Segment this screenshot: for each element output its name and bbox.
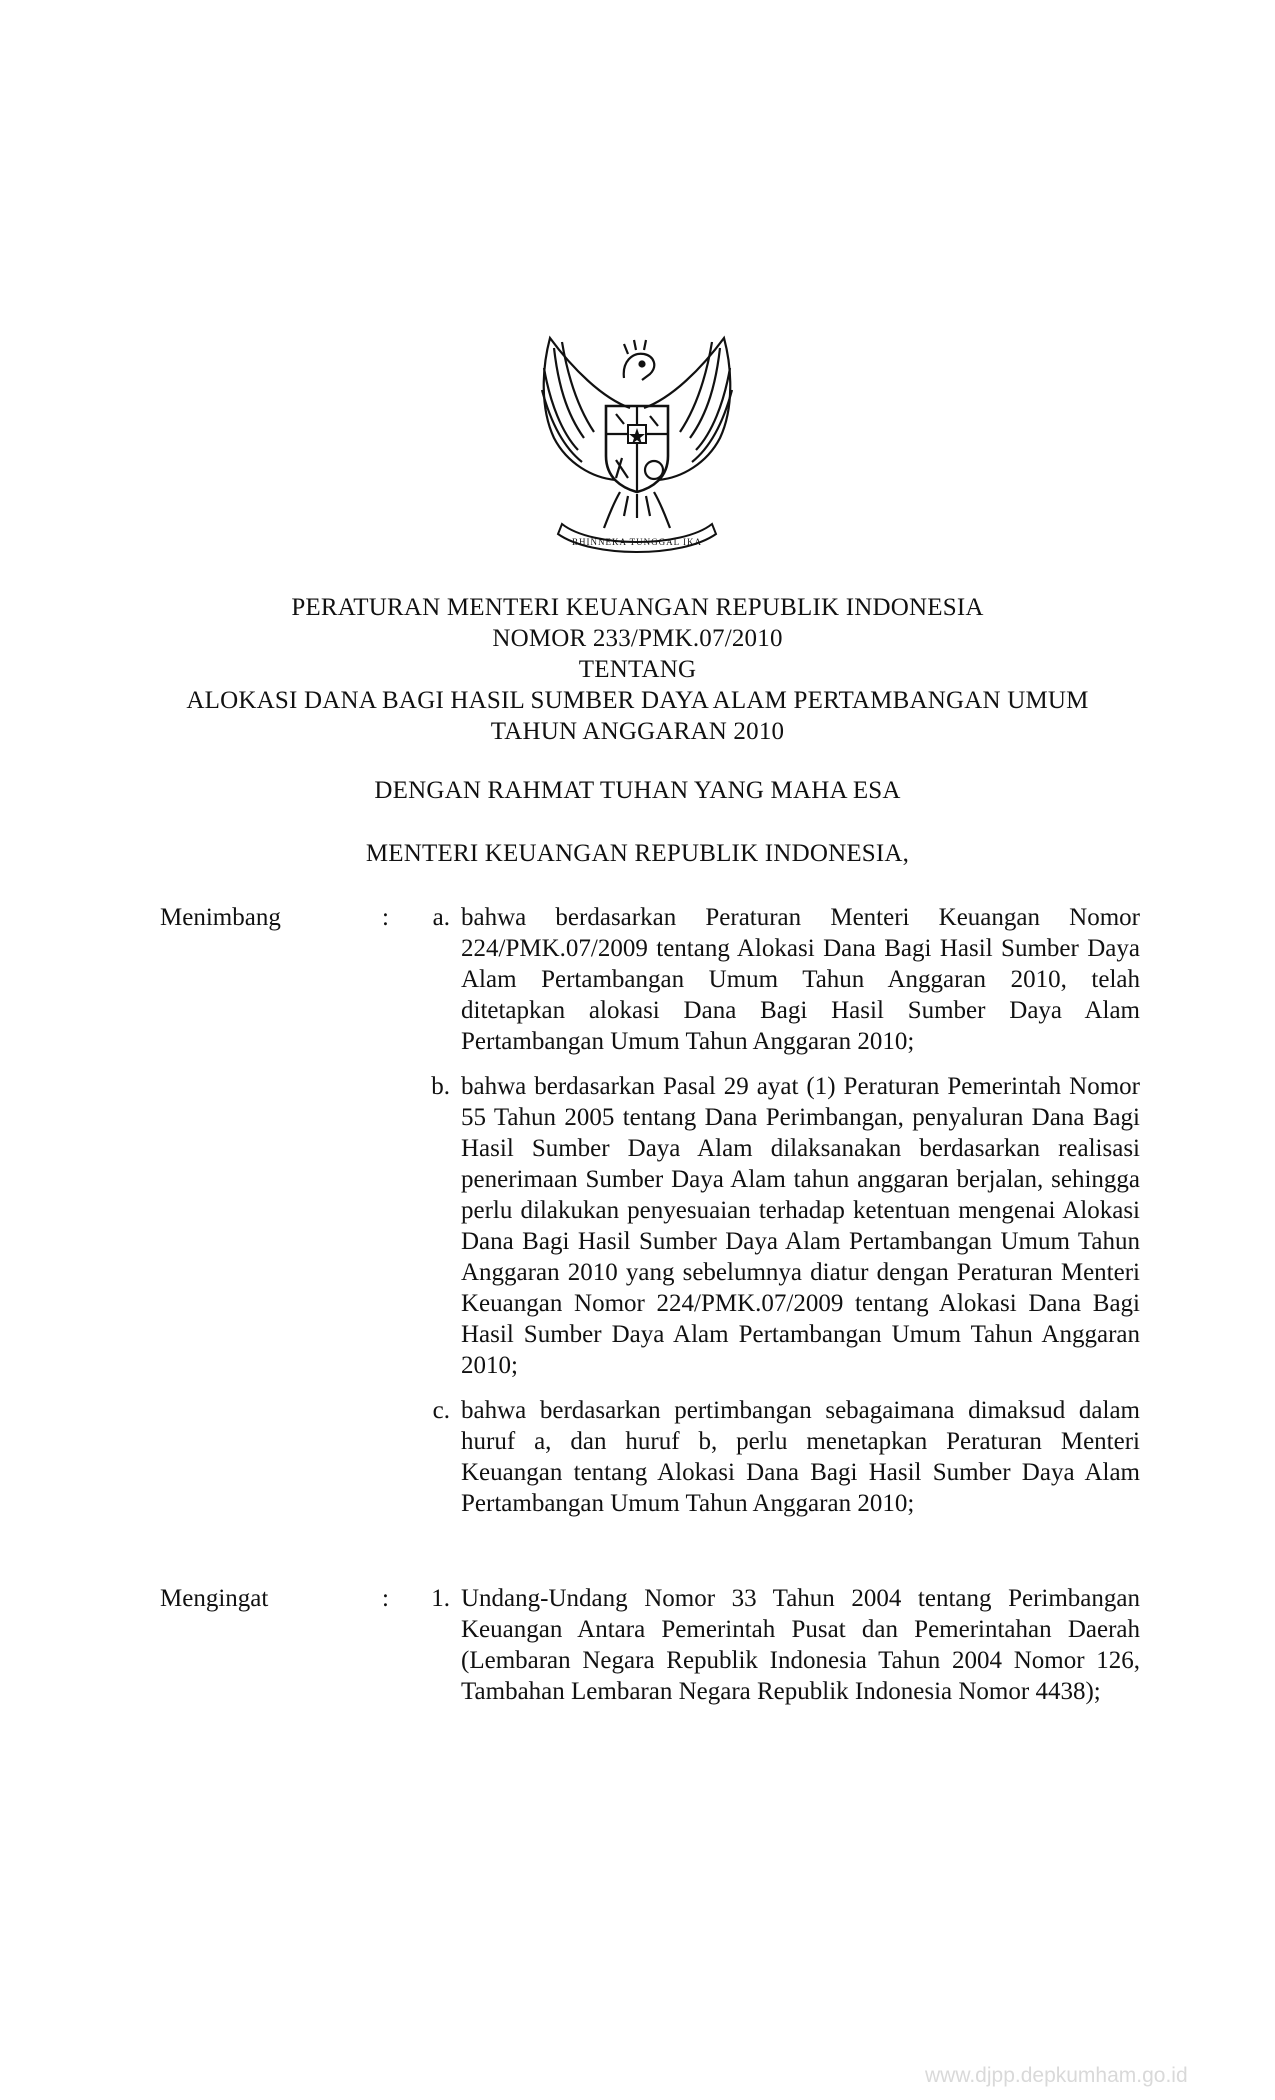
considering-label: Menimbang [160, 904, 281, 931]
item-marker: 1. [431, 1585, 450, 1612]
considering-section [160, 902, 1140, 1533]
website-watermark: www.djpp.depkumham.go.id [925, 2064, 1188, 2087]
title-line: ALOKASI DANA BAGI HASIL SUMBER DAYA ALAM PERTAMBANGAN UMUM [186, 687, 1089, 714]
item-marker: c. [432, 1397, 450, 1424]
list-item [160, 902, 1140, 1057]
list-item [160, 1071, 1140, 1381]
regulation-title [100, 592, 1175, 747]
list-item [160, 1583, 1140, 1707]
minister-heading [100, 838, 1175, 869]
item-marker: a. [432, 904, 450, 931]
svg-text:BHINNEKA TUNGGAL IKA: BHINNEKA TUNGGAL IKA [572, 537, 702, 547]
opening-text: DENGAN RAHMAT TUHAN YANG MAHA ESA [374, 777, 901, 804]
title-line: TAHUN ANGGARAN 2010 [490, 718, 785, 745]
title-line: PERATURAN MENTERI KEUANGAN REPUBLIK INDONESIA [291, 594, 984, 621]
remembering-section [160, 1583, 1140, 1721]
garuda-emblem-icon [532, 328, 742, 558]
item-marker: b. [431, 1073, 450, 1100]
item-text: bahwa berdasarkan Pasal 29 ayat (1) Peraturan Pemerintah Nomor 55 Tahun 2005 tentang Dana Perimbangan, penyaluran Dana Bagi Hasil Sumber Daya Alam dilaksanakan berdasarkan realisasi penerimaan Sumber Daya Alam tahun anggaran berjalan, sehingga perlu dilakukan penyesuaian terhadap ketentuan mengenai Alokasi Dana Bagi Hasil Sumber Daya Alam Pertambangan Umum Tahun Anggaran 2010 yang sebelumnya diatur dengan Peraturan Menteri Keuangan Nomor 224/PMK.07/2009 tentang Alokasi Dana Bagi Hasil Sumber Daya Alam Pertambangan Umum Tahun Anggaran 2010; [461, 1073, 1140, 1379]
item-text: Undang-Undang Nomor 33 Tahun 2004 tentang Perimbangan Keuangan Antara Pemerintah Pusat dan Pemerintahan Daerah (Lembaran Negara Republik Indonesia Tahun 2004 Nomor 126, Tambahan Lembaran Negara Republik Indonesia Nomor 4438); [461, 1585, 1140, 1705]
minister-text: MENTERI KEUANGAN REPUBLIK INDONESIA, [365, 840, 910, 867]
title-line: TENTANG [578, 656, 697, 683]
considering-colon: : [382, 904, 389, 931]
title-line: NOMOR 233/PMK.07/2010 [492, 625, 783, 652]
list-item [160, 1395, 1140, 1519]
item-text: bahwa berdasarkan Peraturan Menteri Keuangan Nomor 224/PMK.07/2009 tentang Alokasi Dana Bagi Hasil Sumber Daya Alam Pertambangan Umum Tahun Anggaran 2010, telah ditetapkan alokasi Dana Bagi Hasil Sumber Daya Alam Pertambangan Umum Tahun Anggaran 2010; [461, 904, 1140, 1055]
remembering-label: Mengingat [160, 1585, 269, 1612]
remembering-colon: : [382, 1585, 389, 1612]
opening-phrase [100, 775, 1175, 806]
item-text: bahwa berdasarkan pertimbangan sebagaimana dimaksud dalam huruf a, dan huruf b, perlu menetapkan Peraturan Menteri Keuangan tentang Alokasi Dana Bagi Hasil Sumber Daya Alam Pertambangan Umum Tahun Anggaran 2010; [461, 1397, 1140, 1517]
